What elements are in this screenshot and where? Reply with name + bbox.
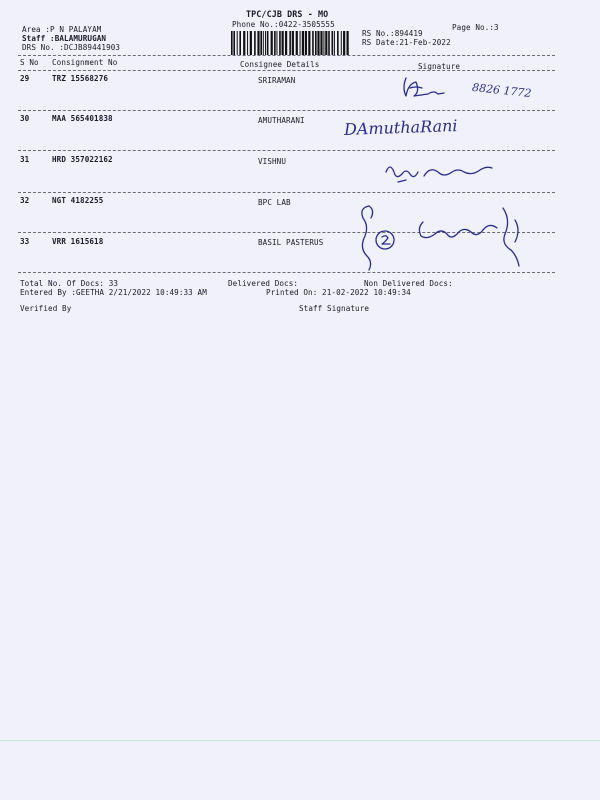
row-sno: 33 [20, 237, 30, 246]
staff-label: Staff :BALAMURUGAN [22, 34, 107, 43]
row-sno: 30 [20, 114, 30, 123]
row-divider [18, 192, 555, 193]
row-divider [18, 110, 555, 111]
column-sno: S No [20, 58, 39, 67]
rs-date: RS Date:21-Feb-2022 [362, 38, 451, 47]
phone-number: Phone No.:0422-3505555 [232, 20, 335, 29]
row-divider [18, 150, 555, 151]
rs-number: RS No.:894419 [362, 29, 423, 38]
header-bottom-rule [18, 70, 555, 71]
total-docs: Total No. Of Docs: 33 [20, 279, 119, 288]
row-consignee: BPC LAB [258, 198, 291, 207]
drs-number: DRS No. :DCJB89441903 [22, 43, 121, 52]
handwritten-name: DAmuthaRani [343, 116, 458, 139]
column-consignee: Consignee Details [240, 60, 320, 69]
delivered-docs: Delivered Docs: [228, 279, 299, 288]
verified-by: Verified By [20, 304, 72, 313]
entered-by: Entered By :GEETHA 2/21/2022 10:49:33 AM [20, 288, 207, 297]
column-signature: Signature [418, 62, 461, 71]
handwritten-number: 8826 1772 [471, 80, 533, 101]
row-sno: 29 [20, 74, 30, 83]
row-consignment: MAA 565401838 [52, 114, 113, 123]
row-consignment: NGT 4182255 [52, 196, 104, 205]
header-top-rule [18, 55, 555, 56]
handwritten-signature [380, 158, 500, 188]
row-consignment: TRZ 15568276 [52, 74, 109, 83]
row-sno: 31 [20, 155, 30, 164]
page-bottom-rule [0, 740, 600, 741]
area-label: Area :P N PALAYAM [22, 25, 102, 34]
non-delivered-docs: Non Delivered Docs: [364, 279, 453, 288]
row-consignment: VRR 1615618 [52, 237, 104, 246]
row-consignment: HRD 357022162 [52, 155, 113, 164]
row-sno: 32 [20, 196, 30, 205]
page-number: Page No.:3 [452, 23, 499, 32]
row-consignee: AMUTHARANI [258, 116, 305, 125]
handwritten-signature [398, 74, 448, 104]
row-consignee: SRIRAMAN [258, 76, 296, 85]
row-consignee: BASIL PASTERUS [258, 238, 324, 247]
document-title: TPC/CJB DRS - MO [246, 9, 329, 19]
barcode [230, 31, 350, 55]
handwritten-signature [355, 200, 525, 274]
printed-on: Printed On: 21-02-2022 10:49:34 [266, 288, 411, 297]
row-consignee: VISHNU [258, 157, 287, 166]
column-consignment: Consignment No [52, 58, 118, 67]
staff-signature: Staff Signature [299, 304, 370, 313]
